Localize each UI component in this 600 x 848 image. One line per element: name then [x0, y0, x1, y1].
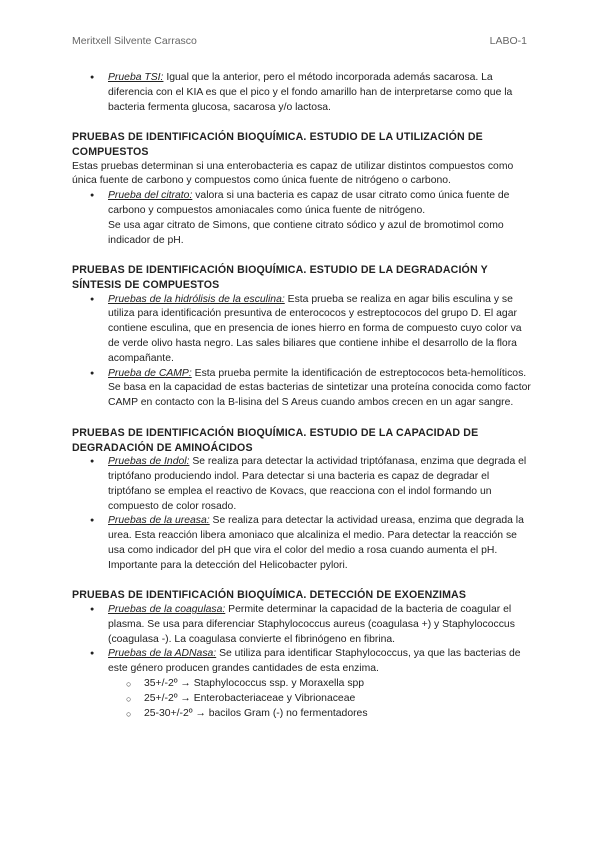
item-term: Prueba TSI:	[108, 72, 164, 83]
item-term: Pruebas de Indol:	[108, 456, 190, 468]
list-item	[72, 455, 532, 514]
item-term: Prueba del citrato:	[108, 190, 193, 202]
item-term: Pruebas de la ureasa:	[108, 515, 210, 527]
list-item	[72, 71, 532, 115]
item-text: Igual que la anterior, pero el método incorporada además sacarosa. La diferencia con el KIA es que el pico y el fondo amarillo han de interpretarse como que la bacteria fermenta glucosa, sacarosa y/o lactosa.	[108, 72, 513, 113]
item-term: Prueba de CAMP:	[108, 367, 192, 379]
section-list	[72, 293, 532, 411]
section-title: PRUEBAS DE IDENTIFICACIÓN BIOQUÍMICA. ESTUDIO DE LA UTILIZACIÓN DE COMPUESTOS	[72, 131, 483, 158]
section-text: Estas pruebas determinan si una enterobacteria es capaz de utilizar distintos compuestos como única fuente de carbono y compuestos como única fuente de nitrógeno o carbono.	[72, 160, 514, 187]
item-text: valora si una bacteria es capaz de usar citrato como única fuente de carbono y compuestos amoniacales como única fuente de nitrógeno.	[108, 190, 510, 216]
item-text: Se utiliza para identificar Staphylococcus, ya que las bacterias de este género producen grandes cantidades de esta enzima.	[108, 648, 521, 675]
item-text: Se realiza para detectar la actividad triptófanasa, enzima que degrada el triptófano produciendo indol. Para detectar si una bacteria es capaz de degradar el triptófano se emplea el reactivo de Kovacs, que reacciona con el indol formando un compuesto de color rosado.	[108, 456, 527, 512]
list-item	[72, 514, 532, 573]
section-list	[72, 189, 532, 248]
sub-list-item: ○ 35+/-2º → Staphylococcus ssp. y Moraxella spp	[108, 677, 532, 692]
list-item	[72, 293, 532, 367]
item-term: Pruebas de la hidrólisis de la esculina:	[108, 293, 285, 305]
section-title: PRUEBAS DE IDENTIFICACIÓN BIOQUÍMICA. DETECCIÓN DE EXOENZIMAS	[72, 589, 467, 602]
list-item	[72, 367, 532, 411]
sub-list-item: ○ 25+/-2º → Enterobacteriaceae y Vibrionaceae	[108, 692, 532, 707]
list-item	[72, 189, 532, 248]
list-item	[72, 647, 532, 721]
section-list	[72, 455, 532, 573]
item-text: Se realiza para detectar la actividad ureasa, enzima que degrada la urea. Esta reacción libera amoniaco que alcaliniza el medio. Para detectar la reacción se usa como indicador del pH que vira el color del medio a rosa cuando aumenta el pH. Importante para la detección del Helicobacter pylori.	[108, 515, 524, 571]
item-extra: Se usa agar citrato de Simons, que contiene citrato sódico y azul de bromotimol como indicador de pH.	[108, 219, 504, 246]
item-text: Esta prueba se realiza en agar bilis esculina y se utiliza para identificación presuntiva de enterococos y estreptococos del grupo D. El agar contiene esculina, que en presencia de iones hierro en forma de compuesto cuyo color va de verde olivo hasta negro. Las sales biliares que contiene inhibe el desarrollo de la flora acompañante.	[108, 293, 522, 364]
sub-list	[108, 677, 532, 721]
document-body	[72, 71, 532, 721]
item-text: Permite determinar la capacidad de la bacteria de coagular el plasma. Se usa para diferenciar Staphylococcus aureus (coagulasa +) y Staphylococcus (coagulasa -). La coagulasa convierte el fibrinógeno en fibrina.	[108, 604, 515, 645]
section-title: PRUEBAS DE IDENTIFICACIÓN BIOQUÍMICA. ESTUDIO DE LA CAPACIDAD DE DEGRADACIÓN DE AMINOÁCIDOS	[72, 426, 479, 454]
header-author: Meritxell Silvente Carrasco	[72, 35, 197, 47]
header-label: LABO-1	[489, 35, 527, 47]
sub-list-item: ○ 25-30+/-2º → bacilos Gram (-) no fermentadores	[108, 707, 532, 722]
item-term: Pruebas de la coagulasa:	[108, 604, 226, 616]
item-text: Esta prueba permite la identificación de estreptococos beta-hemolíticos. Se basa en la capacidad de estas bacterias de sintetizar una proteína conocida como factor CAMP en contacto con la B-lisina del S Areus cuando ambos crecen en un agar sangre.	[108, 367, 531, 409]
list-item	[72, 603, 532, 647]
item-term: Pruebas de la ADNasa:	[108, 648, 217, 660]
section-list	[72, 603, 532, 721]
section-title: PRUEBAS DE IDENTIFICACIÓN BIOQUÍMICA. ESTUDIO DE LA DEGRADACIÓN Y SÍNTESIS DE COMPUESTOS	[72, 264, 488, 291]
intro-list	[72, 71, 532, 115]
